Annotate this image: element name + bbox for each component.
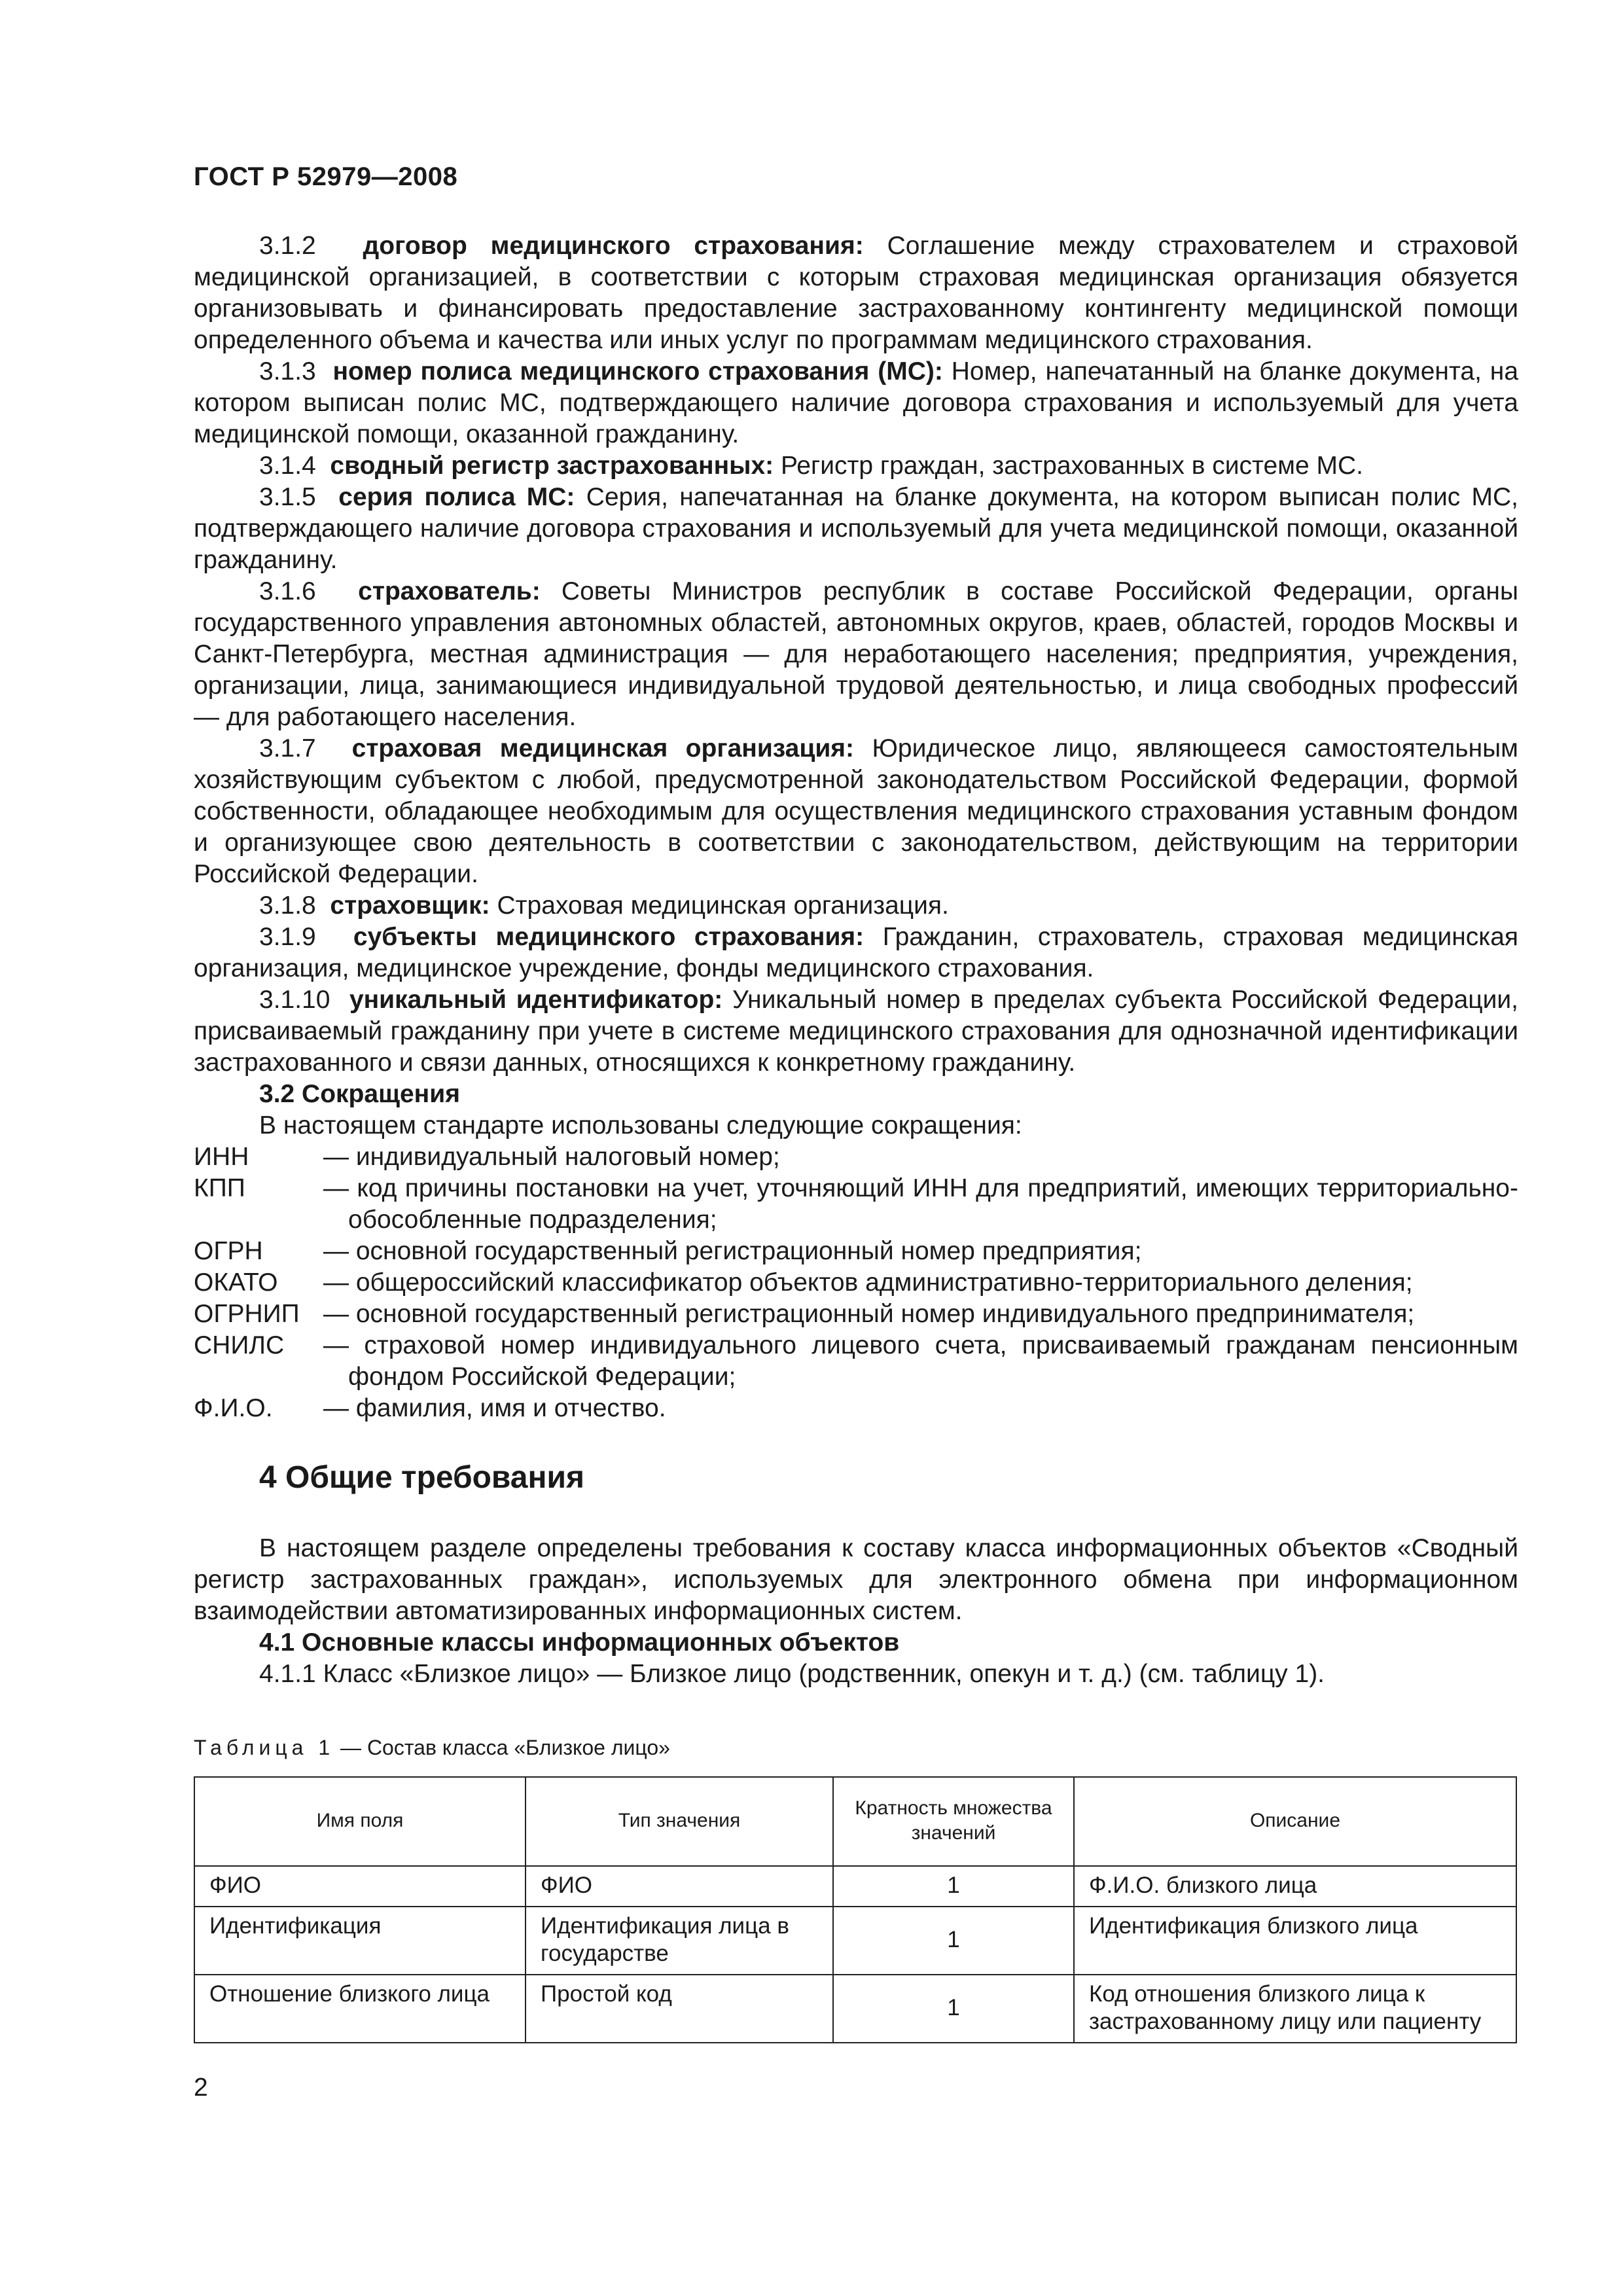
abbreviation-item	[194, 1141, 1518, 1173]
section-4-heading: 4 Общие требования	[259, 1460, 584, 1495]
defined-term: номер полиса медицинского страхования (МС):	[332, 357, 943, 386]
definition-3-1-10	[194, 984, 1518, 1079]
abbreviation-definition: — фамилия, имя и отчество.	[323, 1394, 666, 1422]
abbreviation-definition: — код причины постановки на учет, уточняющий ИНН для предприятий, имеющих территориально-обособленные подразделения;	[323, 1174, 1518, 1234]
defined-term: субъекты медицинского страхования:	[353, 923, 865, 951]
defined-term: договор медицинского страхования:	[363, 232, 864, 260]
cell-multiplicity: 1	[833, 1975, 1074, 2043]
defined-term: уникальный идентификатор:	[349, 986, 723, 1014]
clause-4-1-1: 4.1.1 Класс «Близкое лицо» — Близкое лицо (родственник, опекун и т. д.) (см. таблицу 1).	[259, 1660, 1325, 1688]
abbreviation-item	[194, 1330, 1518, 1393]
definition-text: Страховая медицинская организация.	[497, 891, 949, 920]
abbreviation-item	[194, 1267, 1518, 1299]
table-header-row	[194, 1777, 1516, 1866]
abbreviation-definition: — основной государственный регистрационный номер предприятия;	[323, 1237, 1142, 1265]
abbreviation-term: ОГРН	[194, 1237, 263, 1265]
page-number: 2	[194, 2073, 208, 2102]
clause-number: 3.1.9	[259, 923, 316, 951]
table-1	[194, 1776, 1517, 2043]
definition-text: Регистр граждан, застрахованных в системе МС.	[781, 452, 1363, 480]
defined-term: страховая медицинская организация:	[351, 734, 855, 762]
standard-designation: ГОСТ Р 52979—2008	[194, 162, 458, 191]
defined-term: страхователь:	[358, 577, 541, 605]
abbreviation-definition: — общероссийский классификатор объектов административно-территориального деления;	[323, 1268, 1413, 1297]
abbreviation-term: ОГРНИП	[194, 1300, 300, 1328]
definitions-list	[194, 230, 1518, 1079]
table-header-cell: Кратность множества значений	[833, 1777, 1074, 1866]
table-row	[194, 1907, 1516, 1975]
table-caption	[194, 1734, 1518, 1761]
definition-3-1-5	[194, 482, 1518, 576]
definition-3-1-7	[194, 733, 1518, 890]
abbreviation-definition: — основной государственный регистрационный номер индивидуального предпринимателя;	[323, 1300, 1415, 1328]
cell-value-type: Простой код	[526, 1975, 833, 2043]
definition-3-1-6	[194, 576, 1518, 733]
abbreviation-item	[194, 1173, 1518, 1236]
definition-text: Гражданин, страхователь, страховая медицинская организация, медицинское учреждение, фонды медицинского страхования.	[194, 923, 1519, 982]
definition-text: Серия, напечатанная на бланке документа, на котором выписан полис МС, подтверждающего наличие договора страхования и используемый для учета медицинской помощи, оказанной гражданину.	[194, 483, 1518, 574]
abbreviation-term: СНИЛС	[194, 1331, 285, 1359]
document-body	[194, 230, 1518, 2043]
defined-term: страховщик:	[330, 891, 490, 920]
abbreviation-item	[194, 1393, 1518, 1424]
abbreviation-term: Ф.И.О.	[194, 1394, 273, 1422]
abbreviation-definition: — страховой номер индивидуального лицевого счета, присваиваемый гражданам пенсионным фондом Российской Федерации;	[323, 1331, 1518, 1391]
clause-number: 3.1.4	[259, 452, 316, 480]
table-body	[194, 1866, 1516, 2043]
cell-multiplicity: 1	[833, 1866, 1074, 1907]
defined-term: сводный регистр застрахованных:	[330, 452, 774, 480]
definition-3-1-2	[194, 230, 1518, 356]
cell-field-name: Идентификация	[194, 1907, 526, 1975]
definition-text: Советы Министров республик в составе Российской Федерации, органы государственного управления автономных областей, автономных округов, краев, областей, городов Москвы и Санкт-Петербурга, местная администрация — для неработающего населения; предприятия, учреждения, организации, лица, занимающиеся индивидуальной трудовой деятельностью, и лица свободных профессий — для работающего населения.	[194, 577, 1519, 731]
clause-number: 3.1.7	[259, 734, 316, 762]
table-row	[194, 1975, 1516, 2043]
cell-multiplicity: 1	[833, 1907, 1074, 1975]
abbreviations-list	[194, 1141, 1518, 1424]
abbreviation-item	[194, 1299, 1518, 1330]
table-row	[194, 1866, 1516, 1907]
table-header-cell: Имя поля	[194, 1777, 526, 1866]
cell-value-type: Идентификация лица в государстве	[526, 1907, 833, 1975]
table-caption-label: Таблица 1	[194, 1736, 335, 1759]
definition-3-1-4	[194, 450, 1518, 482]
clause-number: 3.1.8	[259, 891, 316, 920]
cell-field-name: ФИО	[194, 1866, 526, 1907]
definition-3-1-9	[194, 922, 1518, 984]
cell-value-type: ФИО	[526, 1866, 833, 1907]
cell-description: Ф.И.О. близкого лица	[1074, 1866, 1516, 1907]
section-4-1-heading: 4.1 Основные классы информационных объектов	[259, 1628, 900, 1657]
definition-text: Уникальный номер в пределах субъекта Российской Федерации, присваиваемый гражданину при учете в системе медицинского страхования для однозначной идентификации застрахованного и связи данных, относящихся к конкретному гражданину.	[194, 986, 1519, 1077]
abbreviations-intro: В настоящем стандарте использованы следующие сокращения:	[259, 1111, 1022, 1139]
clause-number: 3.1.6	[259, 577, 316, 605]
clause-number: 3.1.2	[259, 232, 316, 260]
abbreviation-term: ОКАТО	[194, 1268, 278, 1297]
table-caption-text: — Состав класса «Близкое лицо»	[334, 1736, 670, 1759]
defined-term: серия полиса МС:	[338, 483, 575, 511]
definition-text: Юридическое лицо, являющееся самостоятельным хозяйствующим субъектом с любой, предусмотренной законодательством Российской Федерации, формой собственности, обладающее необходимым для осуществления медицинского страхования уставным фондом и организующее свою деятельность в соответствии с законодательством, действующим на территории Российской Федерации.	[194, 734, 1518, 888]
table-header-cell: Описание	[1074, 1777, 1516, 1866]
abbreviation-item	[194, 1236, 1518, 1267]
clause-number: 3.1.3	[259, 357, 316, 386]
table-header-cell: Тип значения	[526, 1777, 833, 1866]
abbreviation-definition: — индивидуальный налоговый номер;	[323, 1143, 780, 1171]
abbreviation-term: КПП	[194, 1174, 245, 1202]
clause-number: 3.1.10	[259, 986, 330, 1014]
cell-description: Код отношения близкого лица к застрахованному лицу или пациенту	[1074, 1975, 1516, 2043]
definition-text: Соглашение между страхователем и страховой медицинской организацией, в соответствии с которым страховая медицинская организация обязуется организовывать и финансировать предоставление застрахованному контингенту медицинской помощи определенного объема и качества или иных услуг по программам медицинского страхования.	[194, 232, 1518, 354]
cell-description: Идентификация близкого лица	[1074, 1907, 1516, 1975]
abbreviations-heading: 3.2 Сокращения	[259, 1080, 460, 1108]
cell-field-name: Отношение близкого лица	[194, 1975, 526, 2043]
definition-3-1-3	[194, 356, 1518, 450]
section-4-intro: В настоящем разделе определены требования к составу класса информационных объектов «Сводный регистр застрахованных граждан», используемых для электронного обмена при информационном взаимодействии автоматизированных информационных систем.	[194, 1534, 1518, 1625]
abbreviation-term: ИНН	[194, 1143, 249, 1171]
clause-number: 3.1.5	[259, 483, 316, 511]
definition-3-1-8	[194, 890, 1518, 922]
definition-text: Номер, напечатанный на бланке документа, на котором выписан полис МС, подтверждающего наличие договора страхования и используемый для учета медицинской помощи, оказанной гражданину.	[194, 357, 1519, 448]
